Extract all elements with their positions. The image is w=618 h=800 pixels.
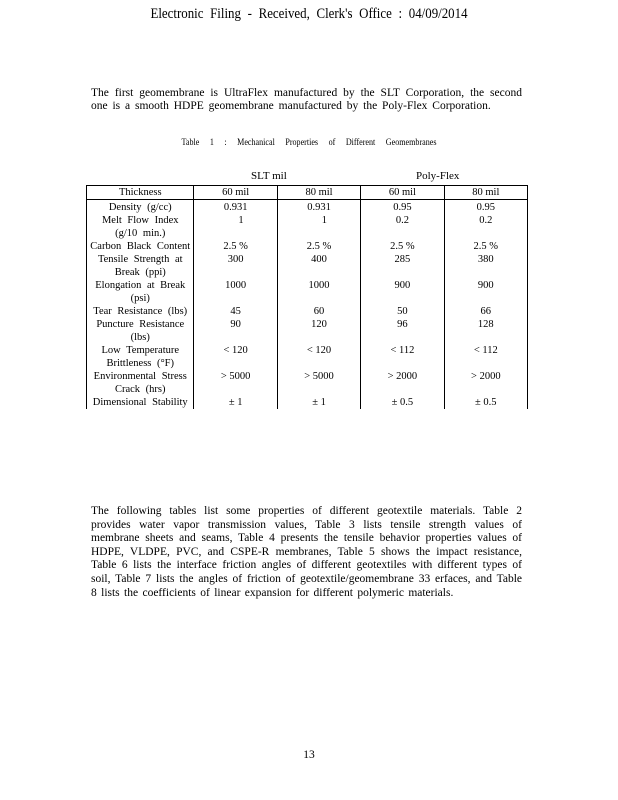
table-row	[87, 370, 528, 396]
property-cell: Puncture Resistance (lbs)	[87, 318, 194, 344]
value-cell: 0.2	[361, 214, 444, 240]
property-cell: Density (g/cc)	[87, 200, 194, 215]
group-header-slt: SLT mil	[251, 170, 287, 182]
column-header: Thickness	[87, 186, 194, 200]
value-cell: 90	[194, 318, 277, 344]
property-cell: Tensile Strength at Break (ppi)	[87, 253, 194, 279]
value-cell: 0.95	[361, 200, 444, 215]
value-cell: < 120	[194, 344, 277, 370]
value-cell: 2.5 %	[277, 240, 360, 253]
table-row	[87, 200, 528, 215]
mechanical-properties-table	[86, 185, 528, 409]
value-cell: 120	[277, 318, 360, 344]
table-row	[87, 240, 528, 253]
value-cell: 1000	[194, 279, 277, 305]
value-cell: 0.2	[444, 214, 527, 240]
value-cell: < 112	[444, 344, 527, 370]
value-cell: < 112	[361, 344, 444, 370]
property-cell: Elongation at Break (psi)	[87, 279, 194, 305]
value-cell: 60	[277, 305, 360, 318]
value-cell: 2.5 %	[361, 240, 444, 253]
page-number: 13	[303, 749, 315, 761]
value-cell: 50	[361, 305, 444, 318]
value-cell: 0.931	[277, 200, 360, 215]
value-cell: ± 0.5	[361, 396, 444, 409]
property-cell: Melt Flow Index (g/10 min.)	[87, 214, 194, 240]
table-row	[87, 396, 528, 409]
table-row	[87, 318, 528, 344]
value-cell: > 2000	[444, 370, 527, 396]
property-cell: Carbon Black Content	[87, 240, 194, 253]
property-cell: Environmental Stress Crack (hrs)	[87, 370, 194, 396]
body-paragraph: The following tables list some properties of different geotextile materials. Table 2 provides water vapor transmission values, Table 3 lists tensile strength values of membrane sheets and seams, Table 4 presents the tensile behavior properties values of HDPE, VLDPE, PVC, and CSPE-R membranes, Table 5 shows the impact resistance, Table 6 lists the interface friction angles of different geotextiles with different types of soil, Table 7 lists the angles of friction of geotextile/geomembrane 33 erfaces, and Table 8 lists the coefficients of linear expansion for different polymeric materials.	[91, 505, 522, 599]
property-cell: Tear Resistance (lbs)	[87, 305, 194, 318]
value-cell: 66	[444, 305, 527, 318]
table-row	[87, 253, 528, 279]
table-group-headers	[86, 170, 528, 184]
value-cell: > 2000	[361, 370, 444, 396]
value-cell: 2.5 %	[194, 240, 277, 253]
value-cell: 1	[194, 214, 277, 240]
value-cell: 380	[444, 253, 527, 279]
column-header: 80 mil	[277, 186, 360, 200]
value-cell: ± 1	[194, 396, 277, 409]
property-cell: Low Temperature Brittleness (°F)	[87, 344, 194, 370]
value-cell: 45	[194, 305, 277, 318]
column-header: 80 mil	[444, 186, 527, 200]
property-cell: Dimensional Stability	[87, 396, 194, 409]
table-caption: Table 1 : Mechanical Properties of Different Geomembranes	[181, 138, 437, 148]
value-cell: < 120	[277, 344, 360, 370]
filing-stamp-header: Electronic Filing - Received, Clerk's Office : 04/09/2014	[150, 6, 468, 22]
value-cell: 400	[277, 253, 360, 279]
value-cell: 1000	[277, 279, 360, 305]
table-row	[87, 305, 528, 318]
value-cell: 900	[444, 279, 527, 305]
value-cell: 0.931	[194, 200, 277, 215]
column-header: 60 mil	[361, 186, 444, 200]
table-row	[87, 344, 528, 370]
value-cell: 900	[361, 279, 444, 305]
table-header-row	[87, 186, 528, 200]
value-cell: 300	[194, 253, 277, 279]
group-header-polyflex: Poly-Flex	[416, 170, 460, 182]
value-cell: 128	[444, 318, 527, 344]
value-cell: 0.95	[444, 200, 527, 215]
value-cell: 285	[361, 253, 444, 279]
column-header: 60 mil	[194, 186, 277, 200]
value-cell: ± 0.5	[444, 396, 527, 409]
value-cell: > 5000	[277, 370, 360, 396]
intro-paragraph: The first geomembrane is UltraFlex manufactured by the SLT Corporation, the second one is a smooth HDPE geomembrane manufactured by the Poly-Flex Corporation.	[91, 87, 522, 112]
table-row	[87, 279, 528, 305]
value-cell: 2.5 %	[444, 240, 527, 253]
value-cell: 1	[277, 214, 360, 240]
value-cell: 96	[361, 318, 444, 344]
value-cell: ± 1	[277, 396, 360, 409]
value-cell: > 5000	[194, 370, 277, 396]
table-row	[87, 214, 528, 240]
